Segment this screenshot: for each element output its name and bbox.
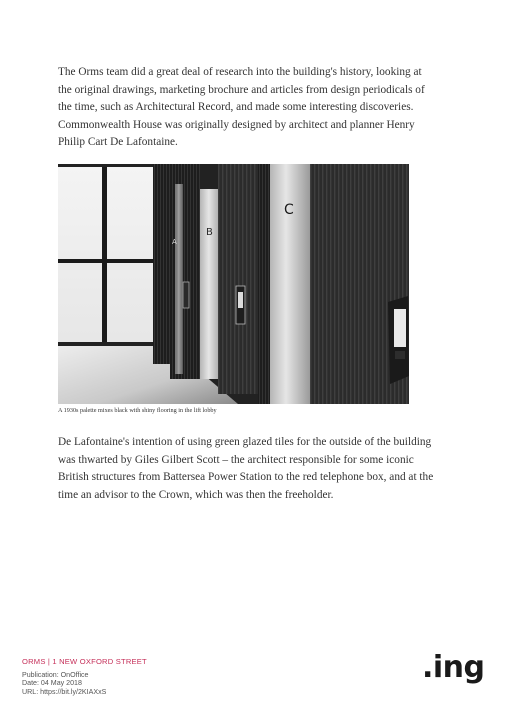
article-paragraph-2: De Lafontaine's intention of using green glazed tiles for the outside of the building was thwarted by Giles Gilbert Scott – the architect responsible for some iconic British structures from Battersea Power Station to the red telephone box, and at the time an advisor to the Crown, which was then the freeholder. — [58, 436, 434, 501]
footer-url: URL: https://bit.ly/2KIAXxS — [22, 687, 107, 696]
photo-caption: A 1930s palette mixes black with shiny flooring in the lift lobby — [58, 407, 217, 414]
panel-letter-b: B — [206, 227, 213, 238]
footer-source — [22, 657, 147, 696]
panel-letter-a: A — [172, 238, 177, 246]
article-paragraph-1: The Orms team did a great deal of research into the building's history, looking at the original drawings, marketing brochure and articles from design periodicals of the time, such as Architectural Record, and made some interesting discoveries. Commonwealth House was originally designed by architect and planner Henry Philip Cart De Lafontaine. — [58, 66, 425, 149]
lift-lobby-photo — [58, 164, 409, 404]
ing-logo: .ing — [422, 650, 485, 685]
footer-date: Date: 04 May 2018 — [22, 679, 82, 688]
panel-letter-c: C — [284, 202, 294, 218]
footer-publication: Publication: OnOffice — [22, 671, 89, 679]
footer-brand: ORMS | 1 NEW OXFORD STREET — [22, 657, 147, 666]
